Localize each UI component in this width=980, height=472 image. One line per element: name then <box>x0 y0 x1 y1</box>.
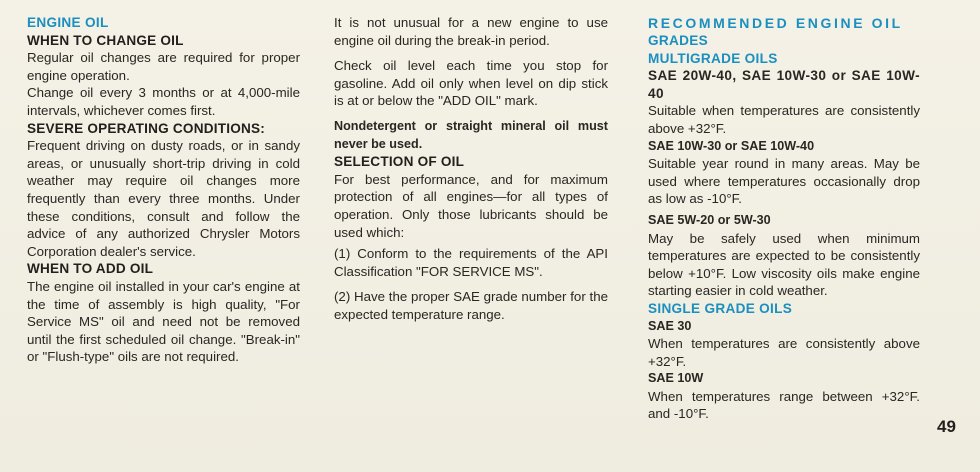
sae-10w-grade: SAE 10W <box>648 371 704 386</box>
engine-oil-heading: ENGINE OIL <box>27 15 109 30</box>
requirement-item-2: (2) Have the proper SAE grade number for the expected temperature range. <box>334 289 608 322</box>
sae-20w40-description: Suitable when temperatures are consistently above +32°F. <box>648 103 920 136</box>
when-to-change-oil-heading: WHEN TO CHANGE OIL <box>27 32 184 48</box>
recommended-grades-heading-line2: GRADES <box>648 33 708 48</box>
sae-30-grade: SAE 30 <box>648 318 692 333</box>
check-oil-level-paragraph: Check oil level each time you stop for gasoline. Add oil only when level on dip stick is at or below the "ADD OIL" mark. <box>334 58 608 109</box>
multigrade-oils-heading: MULTIGRADE OILS <box>648 50 778 66</box>
selection-of-oil-heading: SELECTION OF OIL <box>334 154 465 170</box>
break-in-paragraph: It is not unusual for a new engine to use engine oil during the break-in period. <box>334 15 608 48</box>
column-middle <box>334 14 608 324</box>
when-to-add-oil-heading: WHEN TO ADD OIL <box>27 261 154 277</box>
recommended-grades-heading-line1: RECOMMENDED ENGINE OIL <box>648 15 903 31</box>
column-left <box>27 14 300 366</box>
severe-conditions-heading: SEVERE OPERATING CONDITIONS: <box>27 120 265 136</box>
sae-10w-description: When temperatures range between +32°F. and -10°F. <box>648 388 920 422</box>
sae-10w30-description: Suitable year round in many areas. May be used where temperatures occasionally drop as low as -10°F. <box>648 156 920 207</box>
when-to-change-paragraph-1: Regular oil changes are required for proper engine operation. <box>27 50 300 83</box>
selection-of-oil-paragraph: For best performance, and for maximum protection of all engines—for all types of operation. Only those lubricants should be used which: <box>334 171 608 240</box>
severe-conditions-paragraph: Frequent driving on dusty roads, or in sandy areas, or unusually short-trip driving in cold weather may require oil changes more frequently than every three months. Under these conditions, consult and follow the advice of any authorized Chrysler Motors Corporation dealer's service. <box>27 138 300 259</box>
requirement-item-1: (1) Conform to the requirements of the API Classification "FOR SERVICE MS". <box>334 246 608 279</box>
nondetergent-warning: Nondetergent or straight mineral oil must never be used. <box>334 118 608 151</box>
page-number: 49 <box>937 417 956 436</box>
sae-20w40-grade: SAE 20W-40, SAE 10W-30 or SAE 10W-40 <box>648 68 920 101</box>
sae-5w20-description: May be safely used when minimum temperatures are expected to be consistently below +10°F. Low viscosity oils make engine starting easier in cold weather. <box>648 230 920 299</box>
sae-5w20-grade: SAE 5W-20 or 5W-30 <box>648 212 771 227</box>
sae-30-description: When temperatures are consistently above +32°F. <box>648 336 920 369</box>
when-to-add-oil-paragraph: The engine oil installed in your car's engine at the time of assembly is high quality, "For Service MS" oil and need not be removed until the first scheduled oil change. "Break-in" or "Flush-type" oils are not required. <box>27 278 300 365</box>
when-to-change-paragraph-2: Change oil every 3 months or at 4,000-mile intervals, whichever comes first. <box>27 85 300 118</box>
single-grade-oils-heading: SINGLE GRADE OILS <box>648 300 793 316</box>
column-right <box>648 14 920 423</box>
sae-10w30-grade: SAE 10W-30 or SAE 10W-40 <box>648 138 815 153</box>
